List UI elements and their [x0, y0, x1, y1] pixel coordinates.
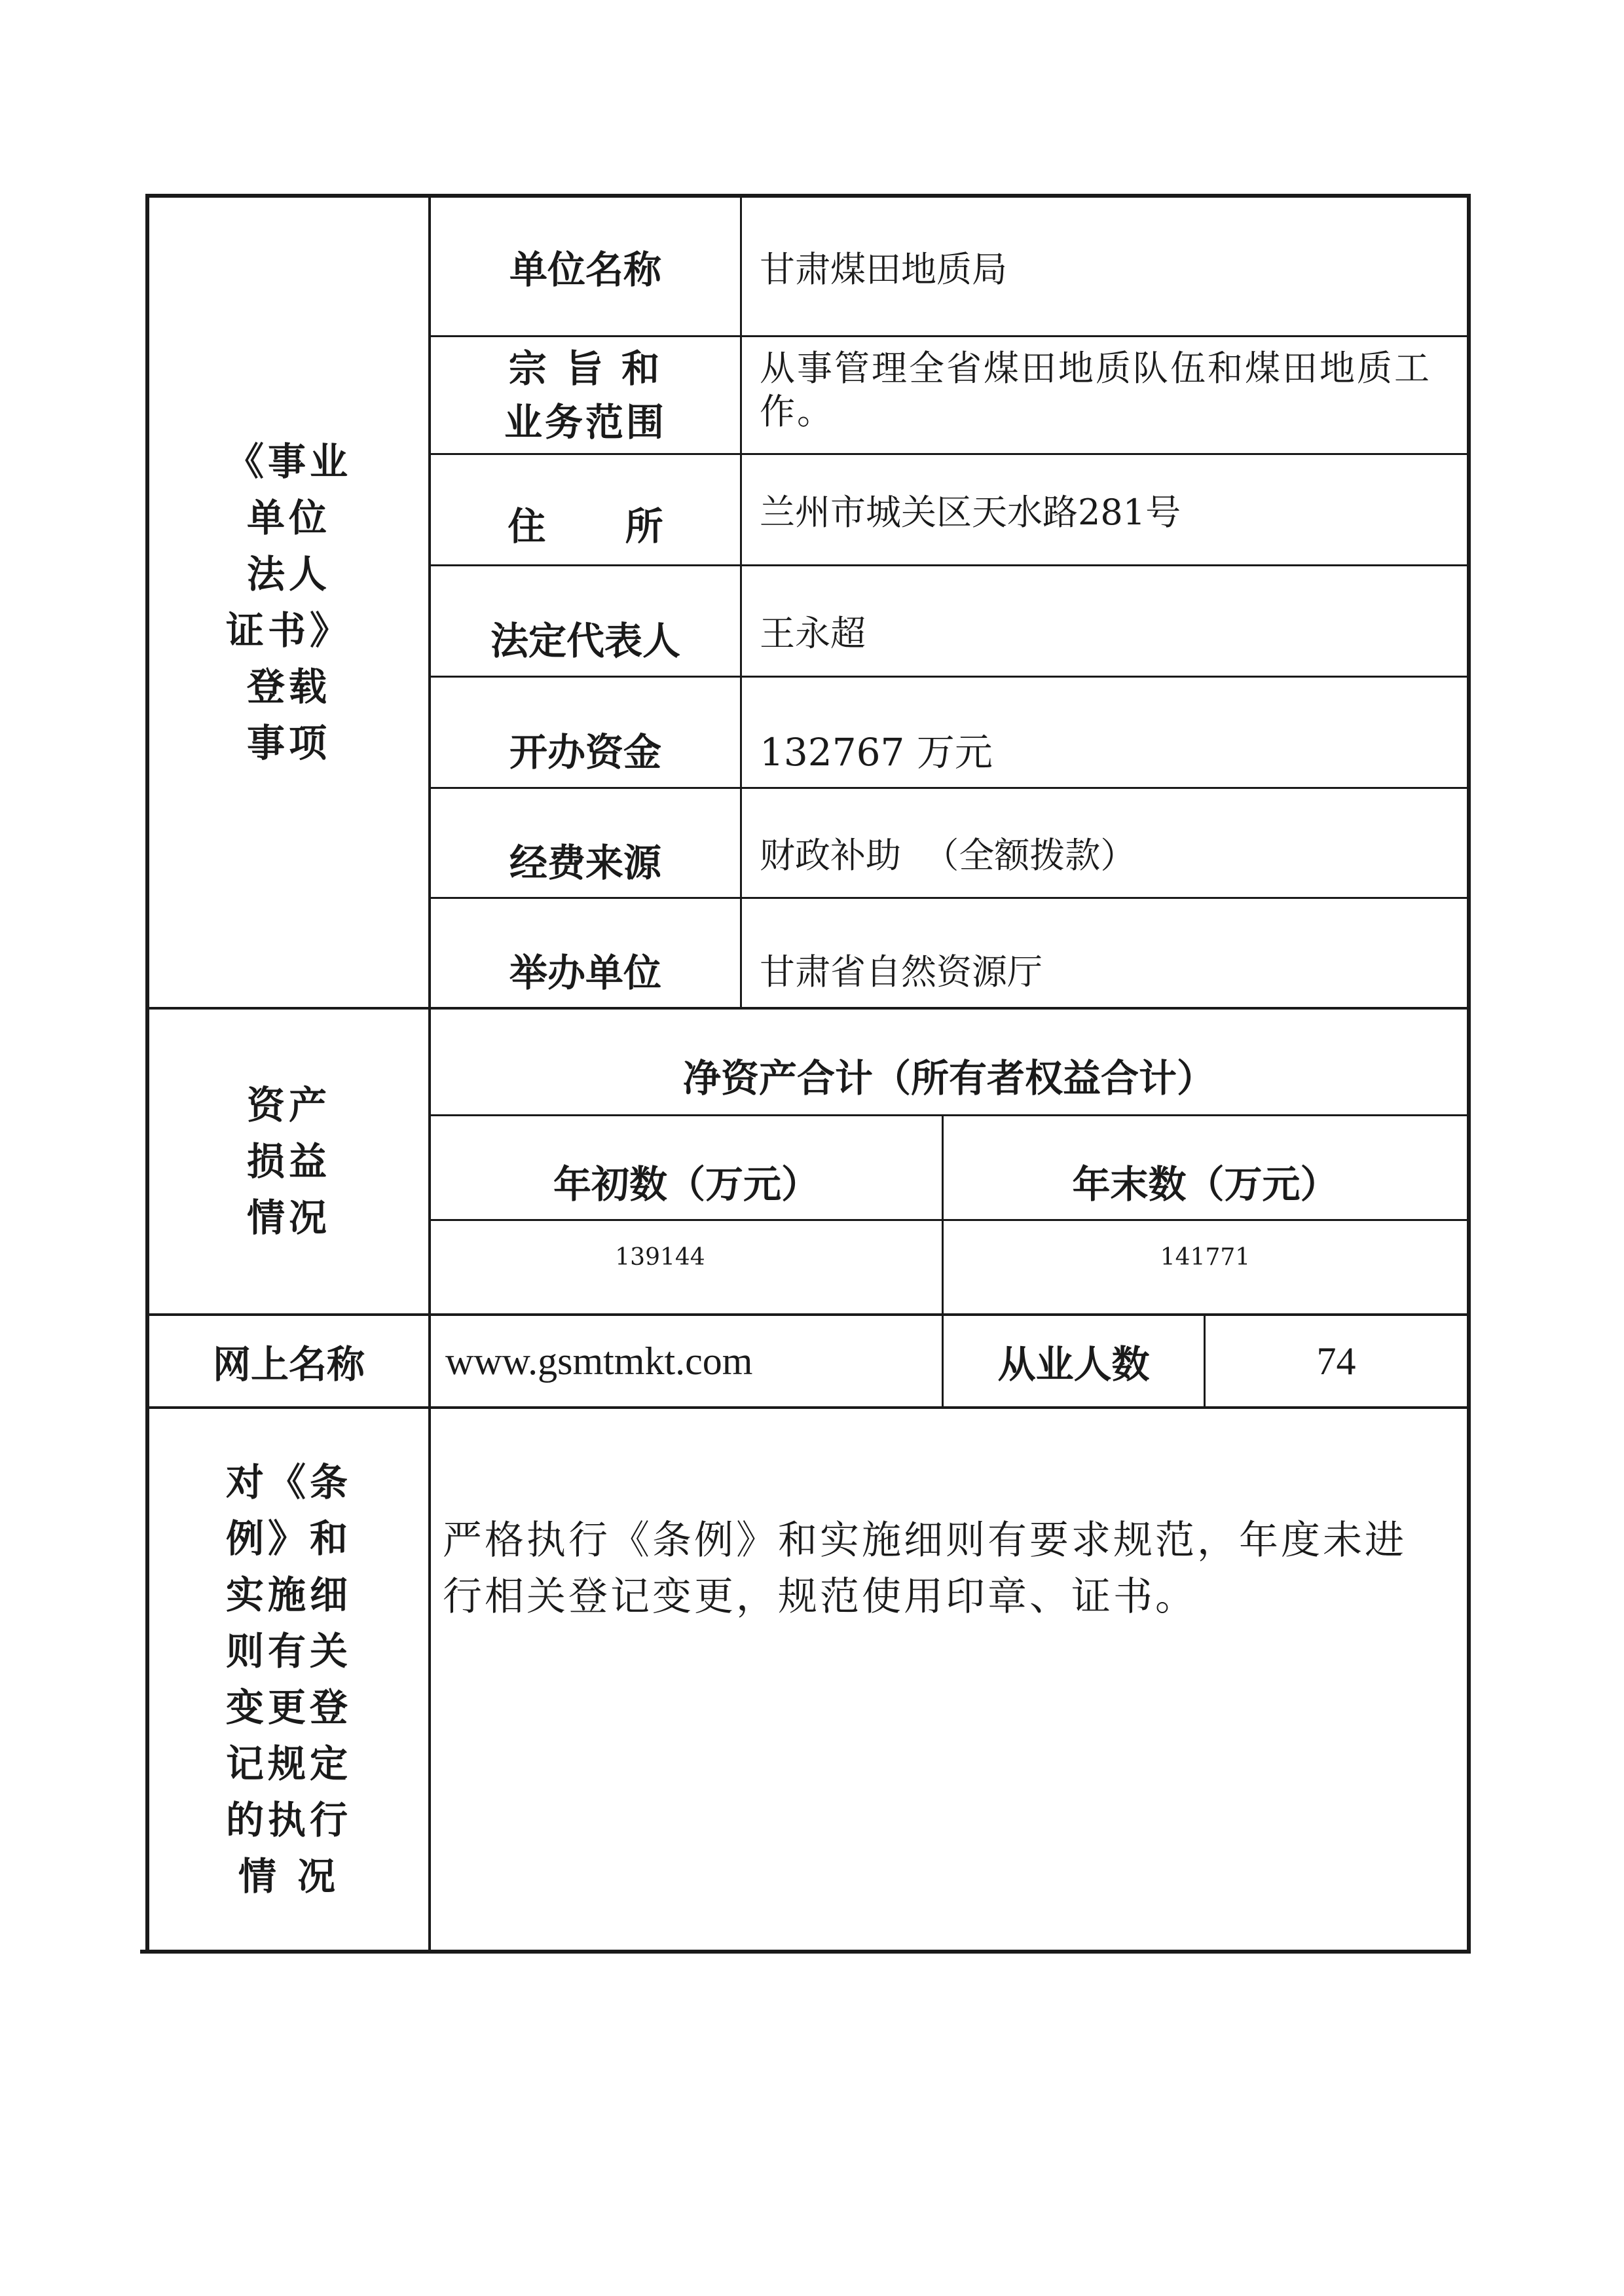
registration-section-title — [149, 198, 428, 1007]
text-line: 行相关登记变更，规范使用印章、证书。 — [443, 1574, 1197, 1620]
divider-reg-col — [740, 194, 742, 1008]
assets-section-title — [149, 1010, 428, 1313]
compliance-section-title — [149, 1409, 428, 1950]
value-line: 从事管理全省煤田地质队伍和煤田地质工 — [760, 348, 1431, 389]
value-purpose-scope — [760, 347, 1460, 445]
value-online-name: www.gsmtmkt.com — [445, 1339, 753, 1383]
title-line: 法人 — [246, 552, 331, 596]
text-line: 严格执行《条例》和实施细则有要求规范，年度未进 — [443, 1518, 1407, 1563]
title-line: 单位 — [246, 496, 331, 540]
label-purpose-scope — [431, 337, 740, 453]
title-line: 损益 — [246, 1139, 331, 1184]
label-line: 业务范围 — [504, 399, 667, 445]
label-line: 宗 旨 和 — [508, 346, 663, 391]
label-capital: 开办资金 — [509, 729, 661, 774]
title-line: 的执行 — [225, 1798, 352, 1842]
label-address: 住 所 — [507, 503, 663, 549]
title-line: 变更登 — [225, 1685, 352, 1730]
title-line: 登载 — [246, 665, 331, 709]
value-staff-count: 74 — [1316, 1339, 1356, 1383]
title-line: 情况 — [246, 1195, 331, 1240]
label-legal-rep: 法定代表人 — [490, 618, 680, 663]
title-line: 例》和 — [225, 1516, 352, 1561]
title-line: 则有关 — [225, 1629, 352, 1673]
label-funding-source: 经费来源 — [509, 840, 661, 885]
value-unit-name: 甘肃煤田地质局 — [760, 248, 1007, 290]
compliance-text — [443, 1512, 1458, 1643]
label-online-name: 网上名称 — [212, 1342, 365, 1387]
title-line: 证书》 — [225, 608, 352, 653]
title-line: 情 况 — [238, 1854, 340, 1899]
col-start-label: 年初数（万元） — [553, 1161, 819, 1207]
title-line: 资产 — [246, 1083, 331, 1127]
net-assets-header: 净资产合计（所有者权益合计） — [682, 1056, 1215, 1101]
title-line: 实施细 — [225, 1573, 352, 1617]
title-line: 对《条 — [225, 1460, 352, 1504]
border-right — [1467, 194, 1471, 1952]
title-line: 记规定 — [225, 1741, 352, 1786]
value-sponsor: 甘肃省自然资源厅 — [760, 951, 1043, 993]
label-staff-count: 从业人数 — [997, 1342, 1150, 1387]
start-value: 139144 — [615, 1243, 705, 1271]
title-line: 事项 — [246, 721, 331, 765]
col-end-label: 年末数（万元） — [1072, 1161, 1338, 1207]
value-funding-source: 财政补助 （全额拨款） — [760, 835, 1136, 876]
title-line: 《事业 — [225, 439, 352, 484]
border-bottom — [140, 1950, 1471, 1954]
value-capital: 132767 万元 — [760, 729, 993, 774]
label-unit-name: 单位名称 — [509, 247, 661, 292]
value-line: 作。 — [760, 391, 834, 432]
label-sponsor: 举办单位 — [509, 950, 661, 995]
value-address: 兰州市城关区天水路281号 — [760, 492, 1181, 533]
end-value: 141771 — [1160, 1243, 1251, 1271]
value-legal-rep: 王永超 — [760, 613, 866, 654]
